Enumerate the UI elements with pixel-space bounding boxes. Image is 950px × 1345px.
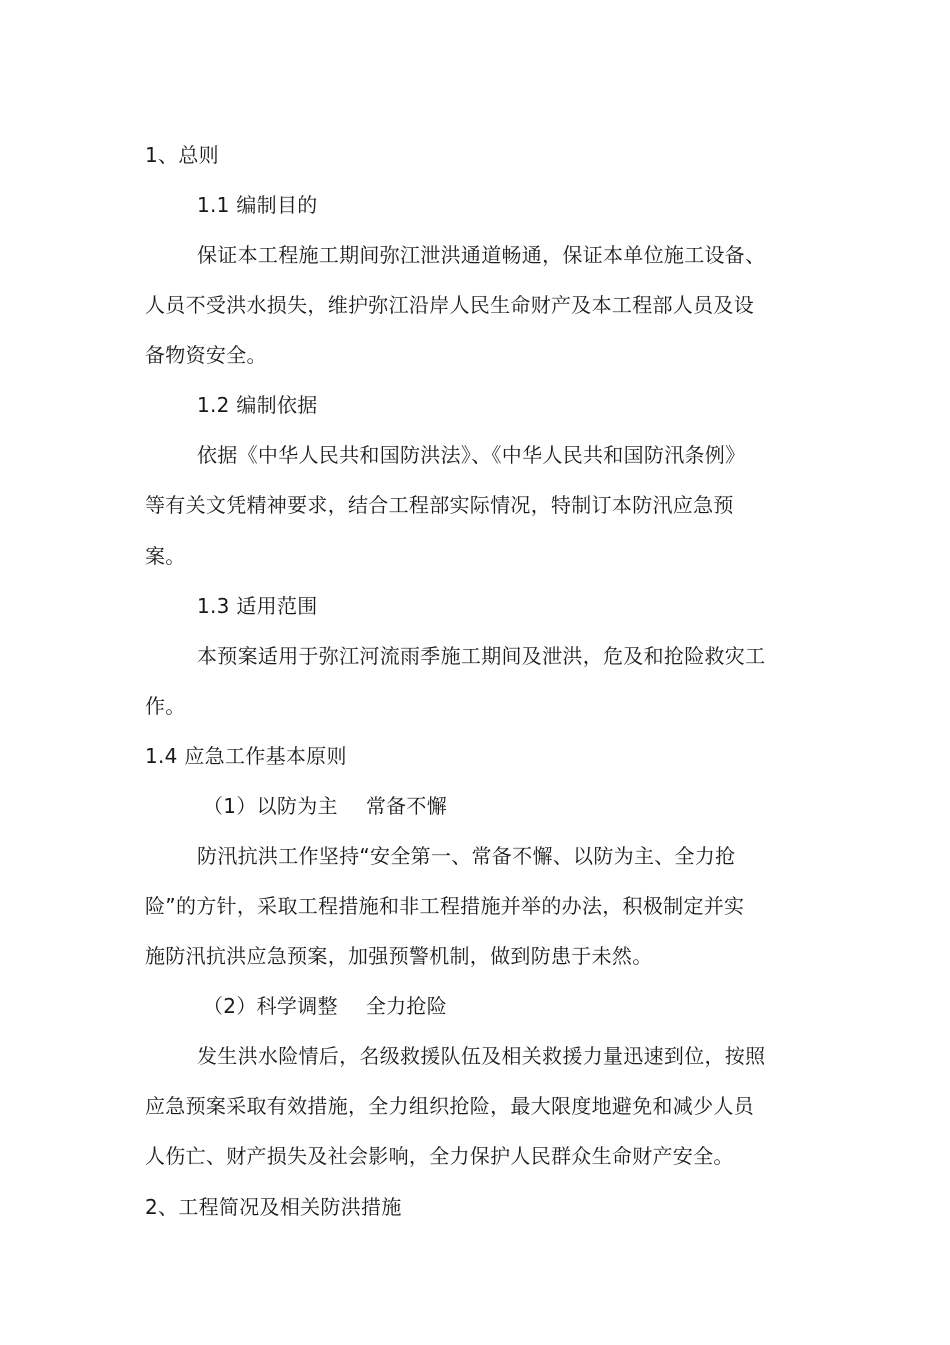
paragraph-line: 人伤亡、财产损失及社会影响，全力保护人民群众生命财产安全。 xyxy=(145,1144,734,1168)
section-2-heading: 2、工程简况及相关防洪措施 xyxy=(145,1195,402,1219)
paragraph-line: 应急预案采取有效措施，全力组织抢险，最大限度地避免和减少人员 xyxy=(145,1094,754,1118)
section-1-3-heading: 1.3 适用范围 xyxy=(197,594,318,618)
paragraph-line: 防汛抗洪工作坚持“安全第一、常备不懈、以防为主、全力抢 xyxy=(197,844,736,868)
principle-1-heading-b: 常备不懈 xyxy=(365,794,448,818)
paragraph-line: 人员不受洪水损失，维护弥江沿岸人民生命财产及本工程部人员及设 xyxy=(145,293,754,317)
paragraph-line: 施防汛抗洪应急预案，加强预警机制，做到防患于未然。 xyxy=(145,944,653,968)
paragraph-line: 作。 xyxy=(145,694,186,718)
principle-2-heading-b: 全力抢险 xyxy=(365,994,448,1018)
paragraph-line: 等有关文凭精神要求，结合工程部实际情况，特制订本防汛应急预 xyxy=(145,493,734,517)
principle-1-heading xyxy=(203,791,447,821)
section-1-4-heading: 1.4 应急工作基本原则 xyxy=(145,744,347,768)
paragraph-line: 备物资安全。 xyxy=(145,343,267,367)
paragraph-line: 保证本工程施工期间弥江泄洪通道畅通，保证本单位施工设备、 xyxy=(197,243,766,267)
principle-2-heading xyxy=(203,991,447,1021)
principle-1-heading-a: （1）以防为主 xyxy=(203,794,338,818)
section-1-2-heading: 1.2 编制依据 xyxy=(197,393,318,417)
paragraph-line: 案。 xyxy=(145,544,186,568)
paragraph-line: 发生洪水险情后，名级救援队伍及相关救援力量迅速到位，按照 xyxy=(197,1044,766,1068)
paragraph-line: 险”的方针，采取工程措施和非工程措施并举的办法，积极制定并实 xyxy=(145,894,745,918)
paragraph-line: 依据《中华人民共和国防洪法》、《中华人民共和国防汛条例》 xyxy=(197,443,746,467)
paragraph-line: 本预案适用于弥江河流雨季施工期间及泄洪，危及和抢险救灾工 xyxy=(197,644,766,668)
principle-2-heading-a: （2）科学调整 xyxy=(203,994,338,1018)
section-1-heading: 1、总则 xyxy=(145,143,219,167)
section-1-1-heading: 1.1 编制目的 xyxy=(197,193,318,217)
